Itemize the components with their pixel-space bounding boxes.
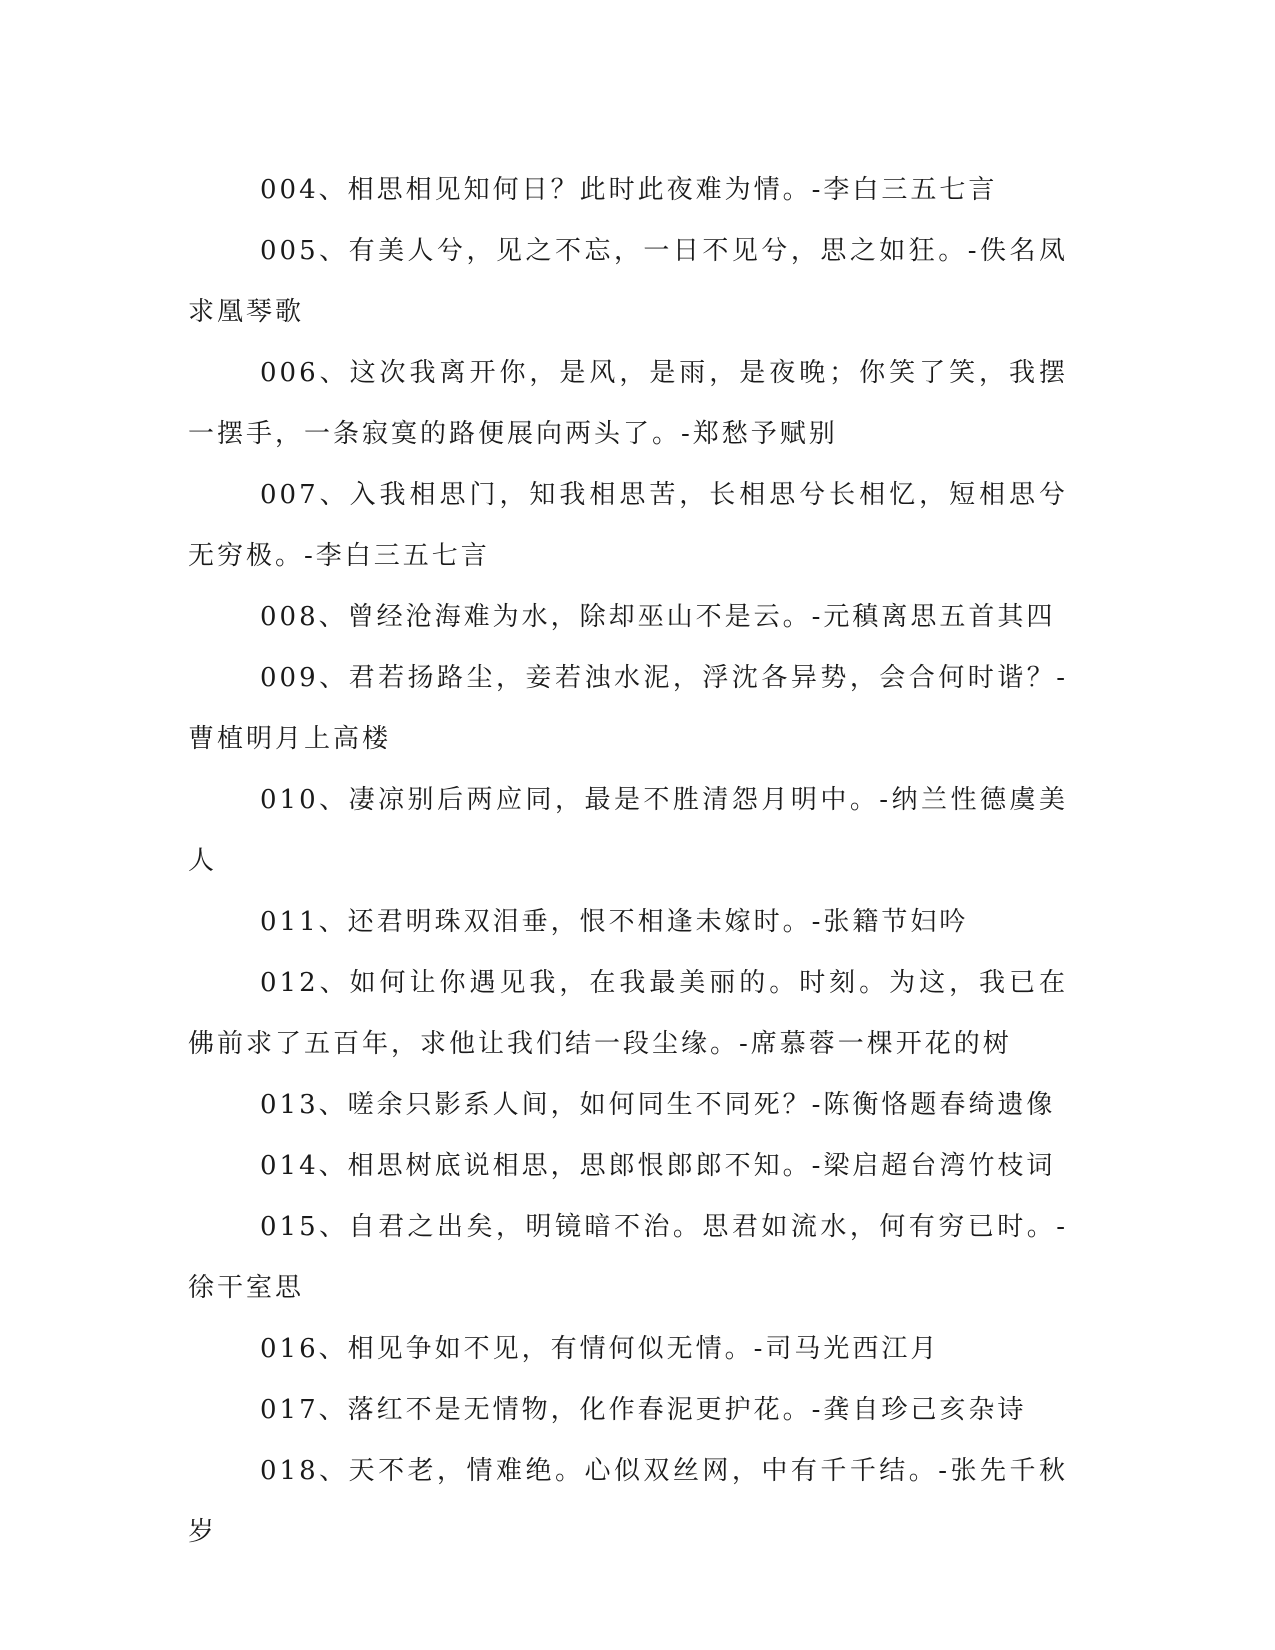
quote-entry-007: 007、入我相思门，知我相思苦，长相思兮长相忆，短相思兮无穷极。-李白三五七言 [188, 480, 1068, 571]
quote-entry-012: 012、如何让你遇见我，在我最美丽的。时刻。为这，我已在佛前求了五百年，求他让我们结一段尘缘。-席慕蓉一棵开花的树 [188, 968, 1068, 1059]
quote-entry-010: 010、凄凉别后两应同，最是不胜清怨月明中。-纳兰性德虞美人 [188, 785, 1068, 876]
quote-entry-005: 005、有美人兮，见之不忘，一日不见兮，思之如狂。-佚名凤求凰琴歌 [188, 236, 1068, 327]
quote-entry-011: 011、还君明珠双泪垂，恨不相逢未嫁时。-张籍节妇吟 [260, 907, 969, 937]
quote-entry-014: 014、相思树底说相思，思郎恨郎郎不知。-梁启超台湾竹枝词 [260, 1151, 1056, 1181]
quote-entry-015: 015、自君之出矣，明镜暗不治。思君如流水，何有穷已时。-徐干室思 [188, 1212, 1068, 1303]
quote-entry-006: 006、这次我离开你，是风，是雨，是夜晚；你笑了笑，我摆一摆手，一条寂寞的路便展向两头了。-郑愁予赋别 [188, 358, 1068, 449]
poem-quote-list [188, 160, 1068, 1563]
quote-entry-018: 018、天不老，情难绝。心似双丝网，中有千千结。-张先千秋岁 [188, 1456, 1068, 1547]
quote-entry-017: 017、落红不是无情物，化作春泥更护花。-龚自珍己亥杂诗 [260, 1395, 1027, 1425]
quote-entry-016: 016、相见争如不见，有情何似无情。-司马光西江月 [260, 1334, 940, 1364]
quote-entry-013: 013、嗟余只影系人间，如何同生不同死？-陈衡恪题春绮遗像 [260, 1090, 1056, 1120]
quote-entry-004: 004、相思相见知何日？此时此夜难为情。-李白三五七言 [260, 175, 998, 205]
quote-entry-008: 008、曾经沧海难为水，除却巫山不是云。-元稹离思五首其四 [260, 602, 1056, 632]
quote-entry-009: 009、君若扬路尘，妾若浊水泥，浮沈各异势，会合何时谐？-曹植明月上高楼 [188, 663, 1068, 754]
